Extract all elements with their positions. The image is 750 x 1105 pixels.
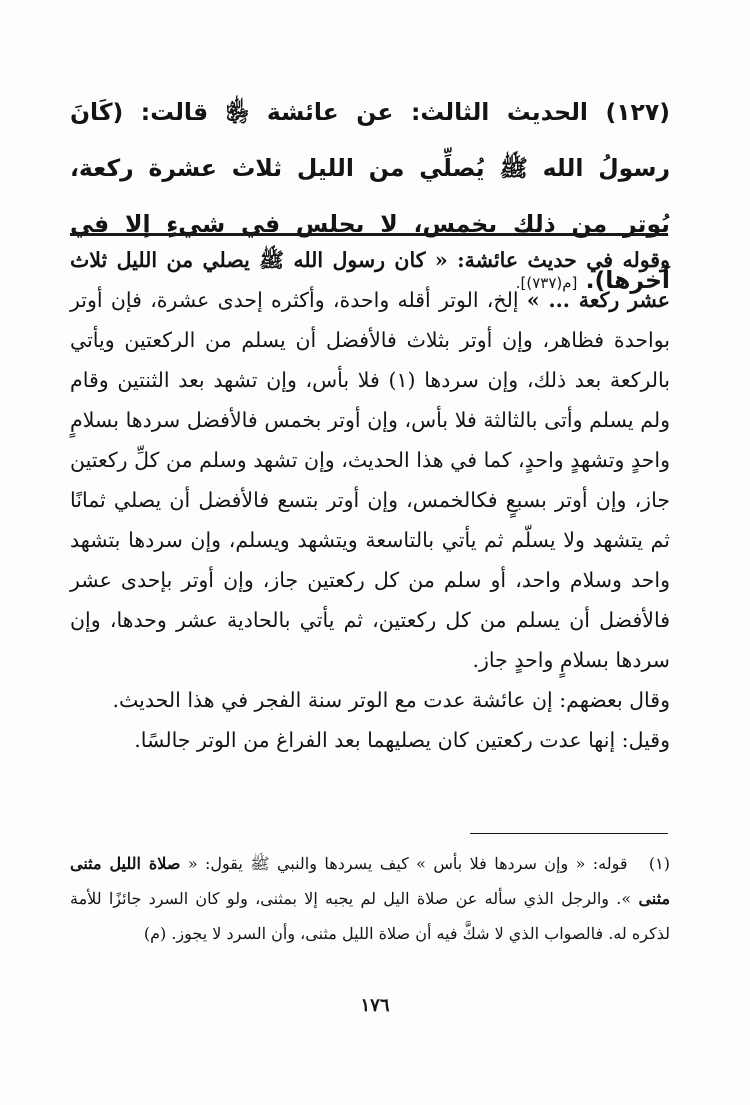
commentary-paragraph bbox=[70, 720, 670, 760]
footnote-text: ». والرجل الذي سأله عن صلاة اليل لم يجبه إلا بمثنى، ولو كان السرد جائزًا للأمة لذكره له. فالصواب الذي لا شكَّ فيه أن صلاة الليل مثنى، وأن السرد لا يجوز. (م) bbox=[70, 889, 670, 943]
page-number: ١٧٦ bbox=[360, 995, 390, 1016]
footnote-text: قوله: « وإن سردها فلا بأس » كيف يسردها والنبي ﷺ يقول: « bbox=[187, 854, 628, 873]
commentary-text: وقال بعضهم: إن عائشة عدت مع الوتر سنة الفجر في هذا الحديث. bbox=[112, 688, 670, 712]
footnote-divider bbox=[470, 833, 668, 834]
footnote-quote: صلاة الليل مثنى مثنى bbox=[70, 854, 671, 908]
commentary-text: إلخ، الوتر أقله واحدة، وأكثره إحدى عشرة، فإن أوتر بواحدة فظاهر، وإن أوتر بثلاث فالأفضل أن يسلم من الركعتين ويأتي بالركعة بعد ذلك، وإن سردها (١) فلا بأس، وإن تشهد بعد الثنتين وقام ولم يسلم وأتى بالثالثة فلا بأس، وإن أوتر بخمس فالأفضل سردها بسلامٍ واحدٍ وتشهدٍ واحدٍ، كما في هذا الحديث، وإن تشهد وسلم من كلِّ ركعتين جاز، وإن أوتر بسبعٍ فكالخمس، وإن أوتر بتسع فالأفضل أن يصلي ثمانًا ثم يتشهد ولا يسلّم ثم يأتي بالتاسعة ويتشهد ويسلم، وإن سردها بتشهد واحد وسلام واحد، أو سلم من كل ركعتين جاز، وإن أوتر بإحدى عشر فالأفضل أن يسلم من كل ركعتين، ثم يأتي بالحادية عشر وحدها، وإن سردها بسلامٍ واحدٍ جاز. bbox=[70, 288, 670, 672]
commentary-lead: وقوله في حديث عائشة: « كان رسول الله ﷺ يصلي من الليل ثلاث عشر ركعة ... » bbox=[70, 248, 670, 312]
commentary-paragraph bbox=[70, 680, 670, 720]
hadith-reference: [م(٧٣٧)]. bbox=[515, 274, 578, 292]
hadith-title: (١٢٧) الحديث الثالث: bbox=[410, 98, 670, 126]
commentary-paragraph bbox=[70, 240, 670, 680]
footnote-number: (١) bbox=[648, 854, 671, 873]
footnote bbox=[70, 846, 670, 951]
hadith-text: عن عائشة ﵂ قالت: (كَانَ رسولُ الله ﷺ يُصلِّي من الليل ثلاث عشرة ركعة، يُوتر من ذلك بخمس، لا يجلس في شيءٍ إلا في آخرها). bbox=[70, 98, 670, 294]
commentary-text: وقيل: إنها عدت ركعتين كان يصليهما بعد الفراغ من الوتر جالسًا. bbox=[134, 728, 670, 752]
commentary-block bbox=[70, 240, 670, 760]
section-divider bbox=[70, 233, 668, 236]
